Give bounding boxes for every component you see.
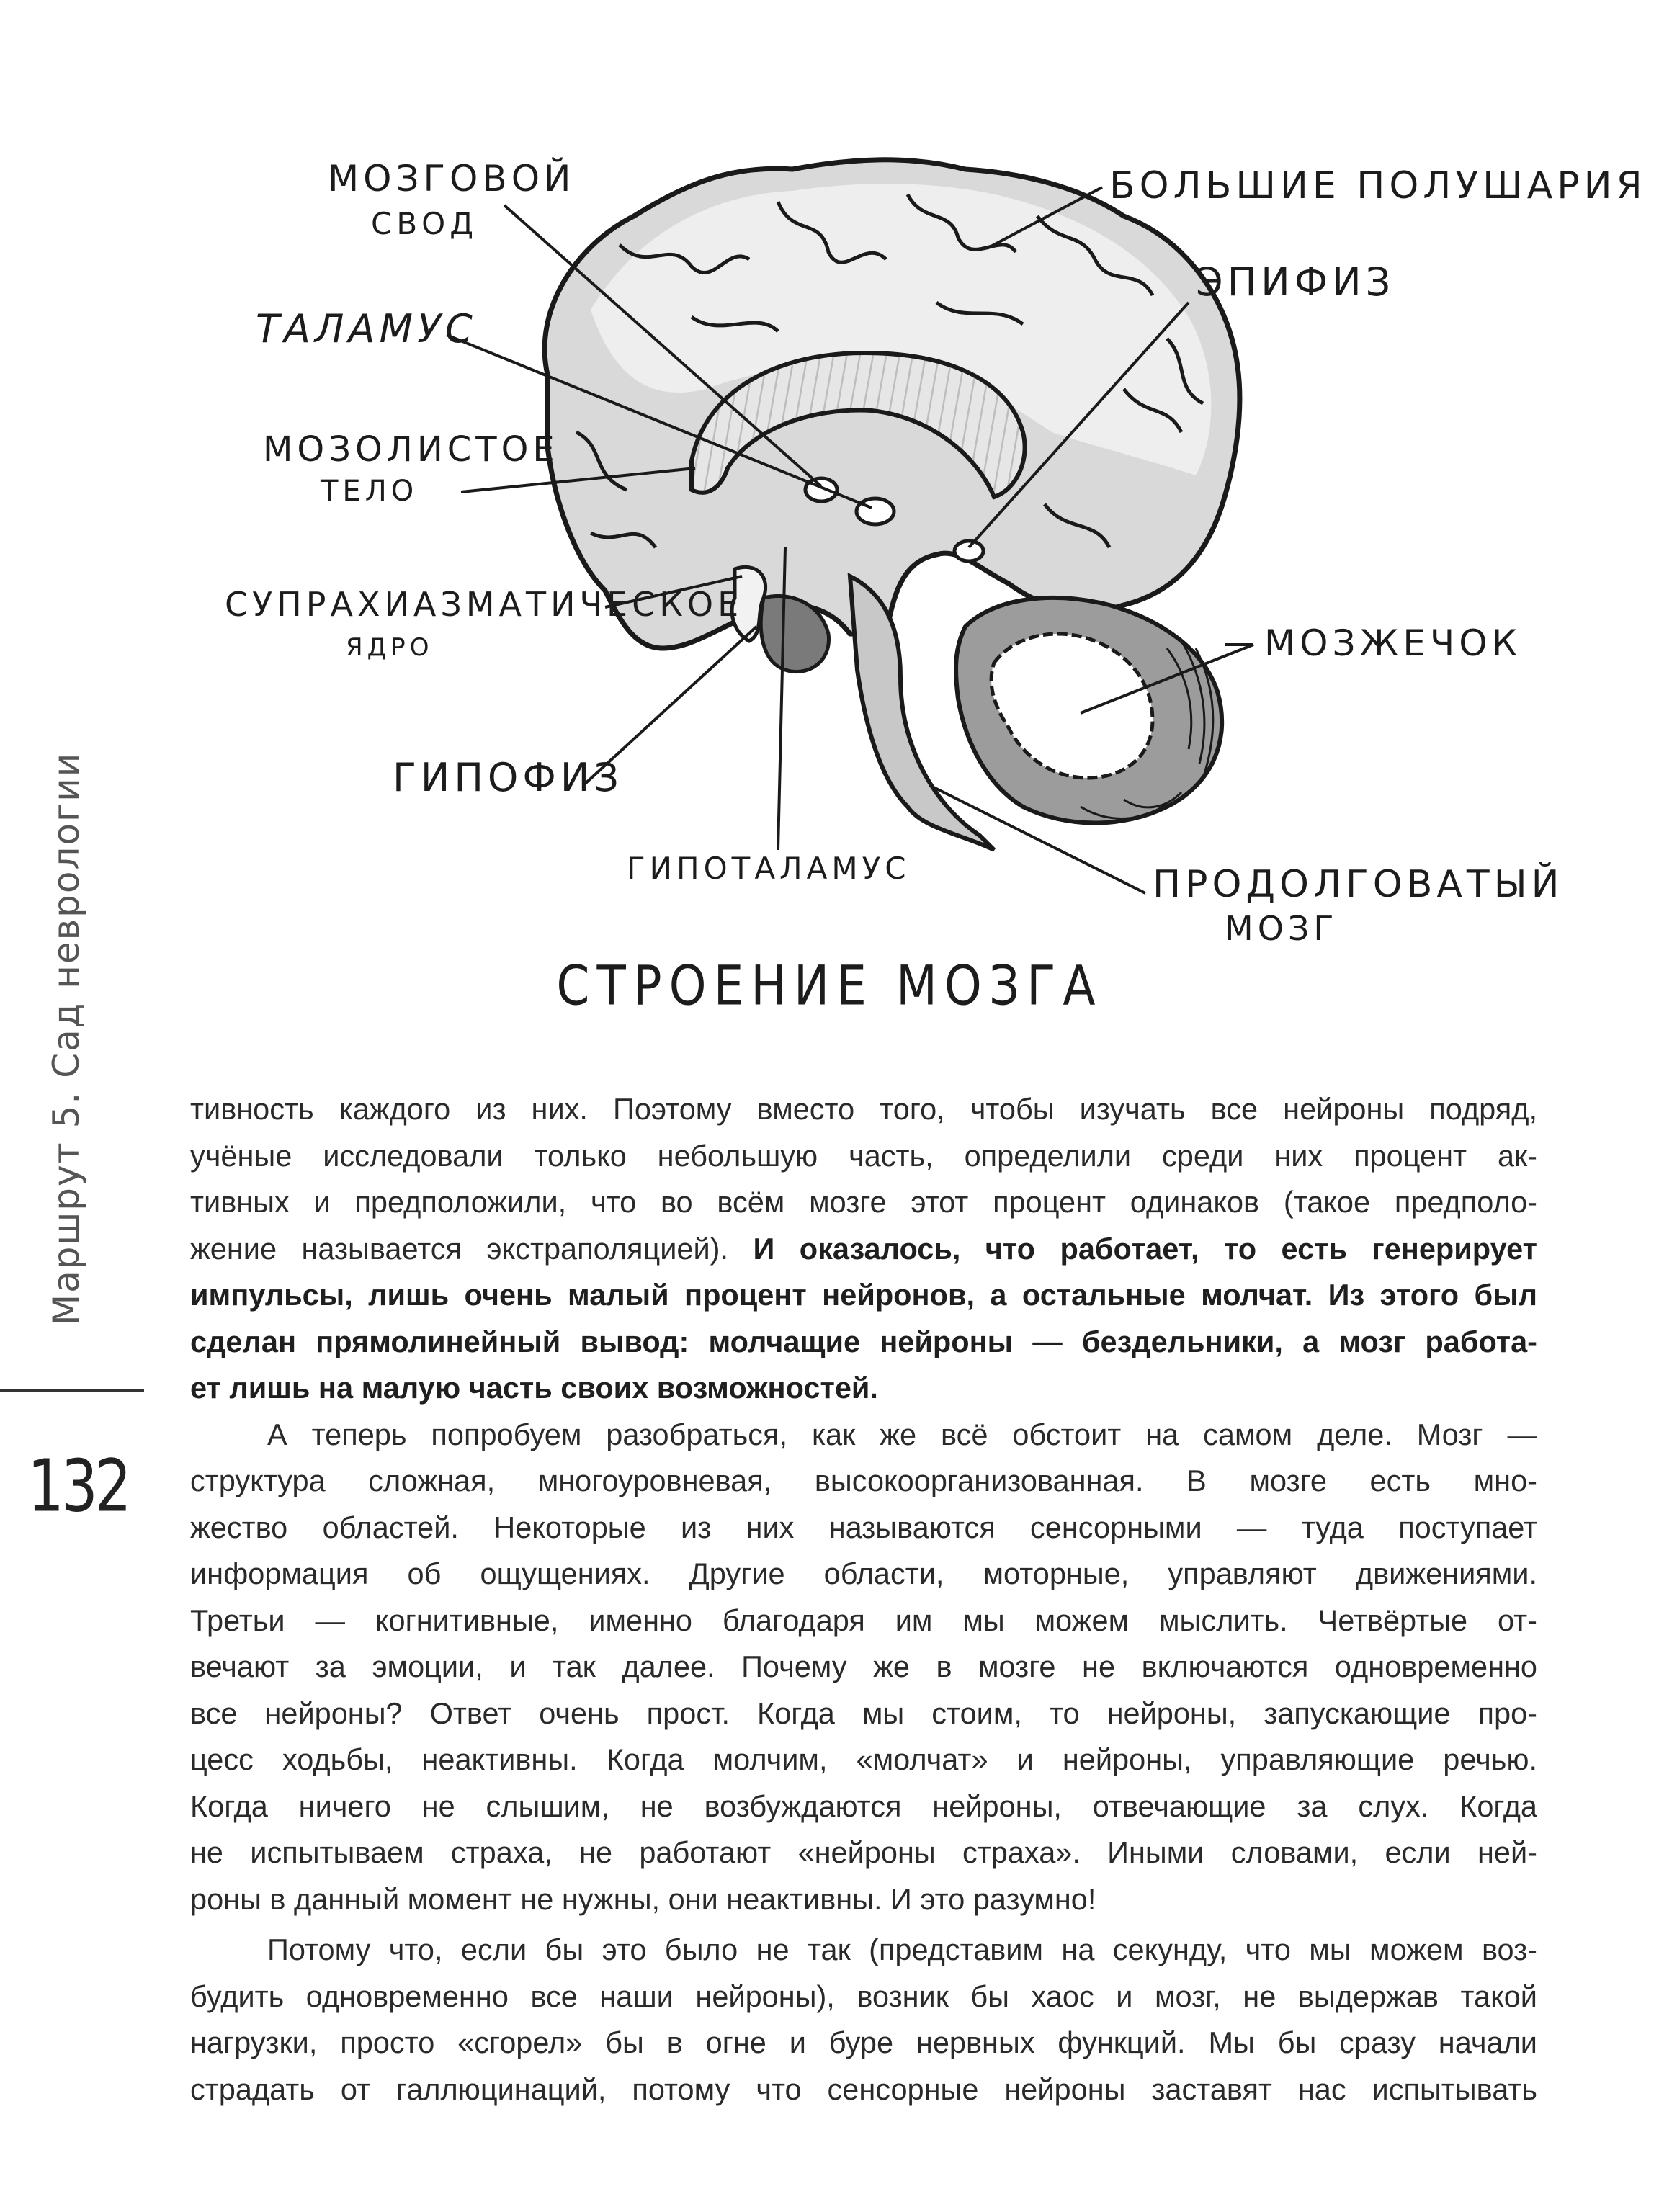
thalamus-oval	[857, 498, 894, 524]
text-line-bold: ет лишь на малую часть своих возможностей.	[190, 1371, 878, 1405]
text-line-bold: сделан прямолинейный вывод: молчащие нейроны — бездельники, а мозг работа-	[190, 1324, 1537, 1358]
label-pituitary: ГИПОФИЗ	[393, 755, 623, 800]
text-line: информация об ощущениях. Другие области, моторные, управляют движениями.	[190, 1557, 1537, 1590]
label-cerebellum: МОЗЖЕЧОК	[1264, 622, 1522, 664]
sidebar-divider	[0, 1389, 144, 1392]
text-line: цесс ходьбы, неактивны. Когда молчим, «молчат» и нейроны, управляющие речью.	[190, 1742, 1537, 1776]
text-line: нагрузки, просто «сгорел» бы в огне и буре нервных функций. Мы бы сразу начали	[190, 2025, 1537, 2059]
label-medulla-2: МОЗГ	[1225, 909, 1338, 948]
text-line	[190, 1226, 1537, 1273]
paragraph-1	[190, 1086, 1537, 1412]
paragraph-3	[190, 1927, 1537, 2113]
label-medulla-1: ПРОДОЛГОВАТЫЙ	[1153, 863, 1564, 906]
body-text	[190, 1086, 1537, 2113]
text-line: тивных и предположили, что во всём мозге этот процент одинаков (такое предполо-	[190, 1185, 1537, 1219]
text-line: жество областей. Некоторые из них называются сенсорными — туда поступает	[190, 1510, 1537, 1544]
text-line	[190, 1927, 1537, 1974]
text-line: все нейроны? Ответ очень прост. Когда мы стоим, то нейроны, запускающие про-	[190, 1696, 1537, 1730]
page-number: 132	[27, 1444, 129, 1528]
label-hypothalamus: ГИПОТАЛАМУС	[627, 851, 911, 886]
label-thalamus: ТАЛАМУС	[256, 306, 477, 351]
label-corpus-1: МОЗОЛИСТОЕ	[263, 429, 559, 470]
text-line: тивность каждого из них. Поэтому вместо того, чтобы изучать все нейроны подряд,	[190, 1092, 1537, 1126]
text-line-content: Потому что, если бы это было не так (представим на секунду, что мы можем воз-	[267, 1933, 1537, 1966]
text-line: учёные исследовали только небольшую часть, определили среди них процент ак-	[190, 1138, 1537, 1173]
brain-diagram	[0, 0, 1659, 1066]
label-fornix-2: СВОД	[371, 206, 478, 241]
text-bold: И оказалось, что работает, то есть генерирует	[753, 1231, 1537, 1266]
label-pineal: ЭПИФИЗ	[1196, 259, 1395, 305]
text-line: Третьи — когнитивные, именно благодаря им мы можем мыслить. Четвёртые от-	[190, 1603, 1537, 1637]
text-line: страдать от галлюцинаций, потому что сенсорные нейроны заставят нас испытывать	[190, 2072, 1537, 2106]
text-regular: жение называется экстраполяцией).	[190, 1231, 729, 1266]
label-corpus-2: ТЕЛО	[321, 475, 419, 508]
text-line-content: А теперь попробуем разобраться, как же всё обстоит на самом деле. Мозг —	[267, 1417, 1537, 1451]
figure-caption: СТРОЕНИЕ МОЗГА	[556, 954, 1103, 1018]
paragraph-2	[190, 1412, 1537, 1923]
text-line: структура сложная, многоуровневая, высокоорганизованная. В мозге есть мно-	[190, 1464, 1537, 1497]
text-line: роны в данный момент не нужны, они неактивны. И это разумно!	[190, 1881, 1096, 1916]
text-line: будить одновременно все наши нейроны), возник бы хаос и мозг, не выдержав такой	[190, 1979, 1537, 2013]
label-scn-1: СУПРАХИАЗМАТИЧЕСКОЕ	[225, 585, 743, 624]
label-fornix-1: МОЗГОВОЙ	[328, 158, 576, 200]
text-line-bold: импульсы, лишь очень малый процент нейронов, а остальные молчат. Из этого был	[190, 1278, 1537, 1312]
text-line: вечают за эмоции, и так далее. Почему же в мозге не включаются одновременно	[190, 1649, 1537, 1683]
label-hemispheres: БОЛЬШИЕ ПОЛУШАРИЯ	[1109, 164, 1647, 207]
pineal-oval	[954, 541, 983, 561]
text-line	[190, 1412, 1537, 1459]
brain-structure-figure	[0, 0, 1659, 1066]
sidebar-title: Маршрут 5. Сад неврологии	[45, 751, 87, 1325]
text-line: не испытываем страха, не работают «нейроны страха». Иными словами, если ней-	[190, 1835, 1537, 1869]
text-line: Когда ничего не слышим, не возбуждаются нейроны, отвечающие за слух. Когда	[190, 1788, 1537, 1823]
label-scn-2: ЯДРО	[346, 633, 434, 662]
